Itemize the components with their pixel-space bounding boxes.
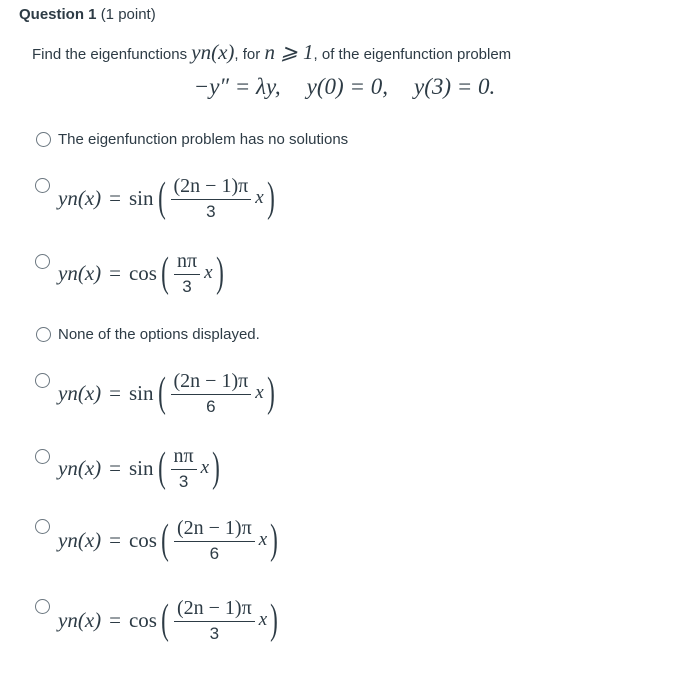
question-prompt bbox=[32, 40, 511, 65]
variable-x: x bbox=[255, 382, 264, 403]
prompt-prefix: Find the eigenfunctions bbox=[32, 46, 188, 63]
fraction-numerator: nπ bbox=[174, 251, 200, 275]
question-number: Question 1 bbox=[19, 6, 97, 23]
fraction-numerator: (2n − 1)π bbox=[171, 176, 252, 200]
function-name: sin bbox=[128, 380, 154, 405]
fraction-denominator: 3 bbox=[178, 472, 189, 491]
option-label: The eigenfunction problem has no solutions bbox=[58, 131, 349, 148]
equals-sign: = bbox=[109, 260, 121, 285]
right-paren: ) bbox=[270, 517, 278, 563]
function-name: sin bbox=[128, 455, 154, 480]
equals-sign: = bbox=[109, 455, 121, 480]
right-paren: ) bbox=[266, 370, 275, 416]
formula-lhs: yn(x) bbox=[58, 260, 102, 285]
prompt-middle: , for bbox=[234, 46, 261, 63]
formula-lhs: yn(x) bbox=[58, 527, 102, 552]
formula-lhs: yn(x) bbox=[58, 607, 102, 632]
formula-lhs: yn(x) bbox=[58, 185, 102, 210]
right-paren: ) bbox=[212, 445, 220, 491]
fraction-denominator: 6 bbox=[206, 397, 216, 416]
fraction-numerator: (2n − 1)π bbox=[174, 598, 255, 622]
radio-button[interactable] bbox=[35, 254, 50, 269]
variable-x: x bbox=[204, 262, 213, 283]
variable-x: x bbox=[255, 187, 264, 208]
fraction-denominator: 6 bbox=[209, 544, 220, 563]
option-formula bbox=[58, 251, 227, 295]
function-name: cos bbox=[128, 260, 157, 285]
fraction bbox=[174, 518, 255, 562]
radio-button[interactable] bbox=[36, 132, 51, 147]
fraction-denominator: 3 bbox=[209, 624, 220, 643]
prompt-symbol: yn(x) bbox=[191, 40, 235, 64]
formula-lhs: yn(x) bbox=[58, 455, 102, 480]
radio-button[interactable] bbox=[35, 449, 50, 464]
fraction bbox=[171, 371, 252, 415]
equals-sign: = bbox=[109, 380, 121, 405]
function-name: cos bbox=[128, 527, 157, 552]
radio-button[interactable] bbox=[36, 327, 51, 342]
question-points: (1 point) bbox=[100, 6, 156, 23]
fraction bbox=[174, 251, 200, 295]
right-paren: ) bbox=[266, 175, 275, 221]
variable-x: x bbox=[200, 457, 210, 478]
boundary-condition-2: y(3) = 0. bbox=[413, 74, 496, 99]
fraction-numerator: (2n − 1)π bbox=[171, 371, 252, 395]
equals-sign: = bbox=[109, 607, 121, 632]
prompt-condition: n ⩾ 1 bbox=[264, 40, 314, 64]
fraction-numerator: (2n − 1)π bbox=[174, 518, 255, 542]
function-name: cos bbox=[128, 607, 157, 632]
option-formula bbox=[58, 518, 281, 562]
radio-button[interactable] bbox=[35, 178, 50, 193]
left-paren: ( bbox=[157, 175, 166, 221]
fraction-numerator: nπ bbox=[171, 446, 197, 470]
formula-lhs: yn(x) bbox=[58, 380, 102, 405]
prompt-suffix: , of the eigenfunction problem bbox=[313, 46, 512, 63]
variable-x: x bbox=[258, 529, 268, 550]
option-formula bbox=[58, 176, 278, 220]
right-paren: ) bbox=[215, 250, 224, 296]
option-formula bbox=[58, 371, 278, 415]
fraction bbox=[171, 176, 252, 220]
fraction-denominator: 3 bbox=[182, 277, 192, 296]
option-formula bbox=[58, 598, 281, 642]
radio-button[interactable] bbox=[35, 373, 50, 388]
right-paren: ) bbox=[270, 597, 278, 643]
fraction-denominator: 3 bbox=[206, 202, 216, 221]
radio-button[interactable] bbox=[35, 599, 50, 614]
left-paren: ( bbox=[161, 597, 169, 643]
boundary-condition-1: y(0) = 0, bbox=[306, 74, 388, 99]
left-paren: ( bbox=[157, 370, 166, 416]
left-paren: ( bbox=[161, 250, 169, 296]
fraction bbox=[171, 446, 197, 490]
ode: −y″ = λy, bbox=[193, 74, 281, 99]
eigen-problem-equation bbox=[0, 74, 689, 100]
fraction bbox=[174, 598, 255, 642]
option-formula bbox=[58, 446, 223, 490]
variable-x: x bbox=[258, 609, 268, 630]
left-paren: ( bbox=[157, 445, 166, 491]
radio-button[interactable] bbox=[35, 519, 50, 534]
question-header bbox=[19, 6, 156, 23]
left-paren: ( bbox=[161, 517, 169, 563]
option-label: None of the options displayed. bbox=[58, 326, 260, 343]
equals-sign: = bbox=[109, 185, 121, 210]
equals-sign: = bbox=[109, 527, 121, 552]
function-name: sin bbox=[128, 185, 154, 210]
